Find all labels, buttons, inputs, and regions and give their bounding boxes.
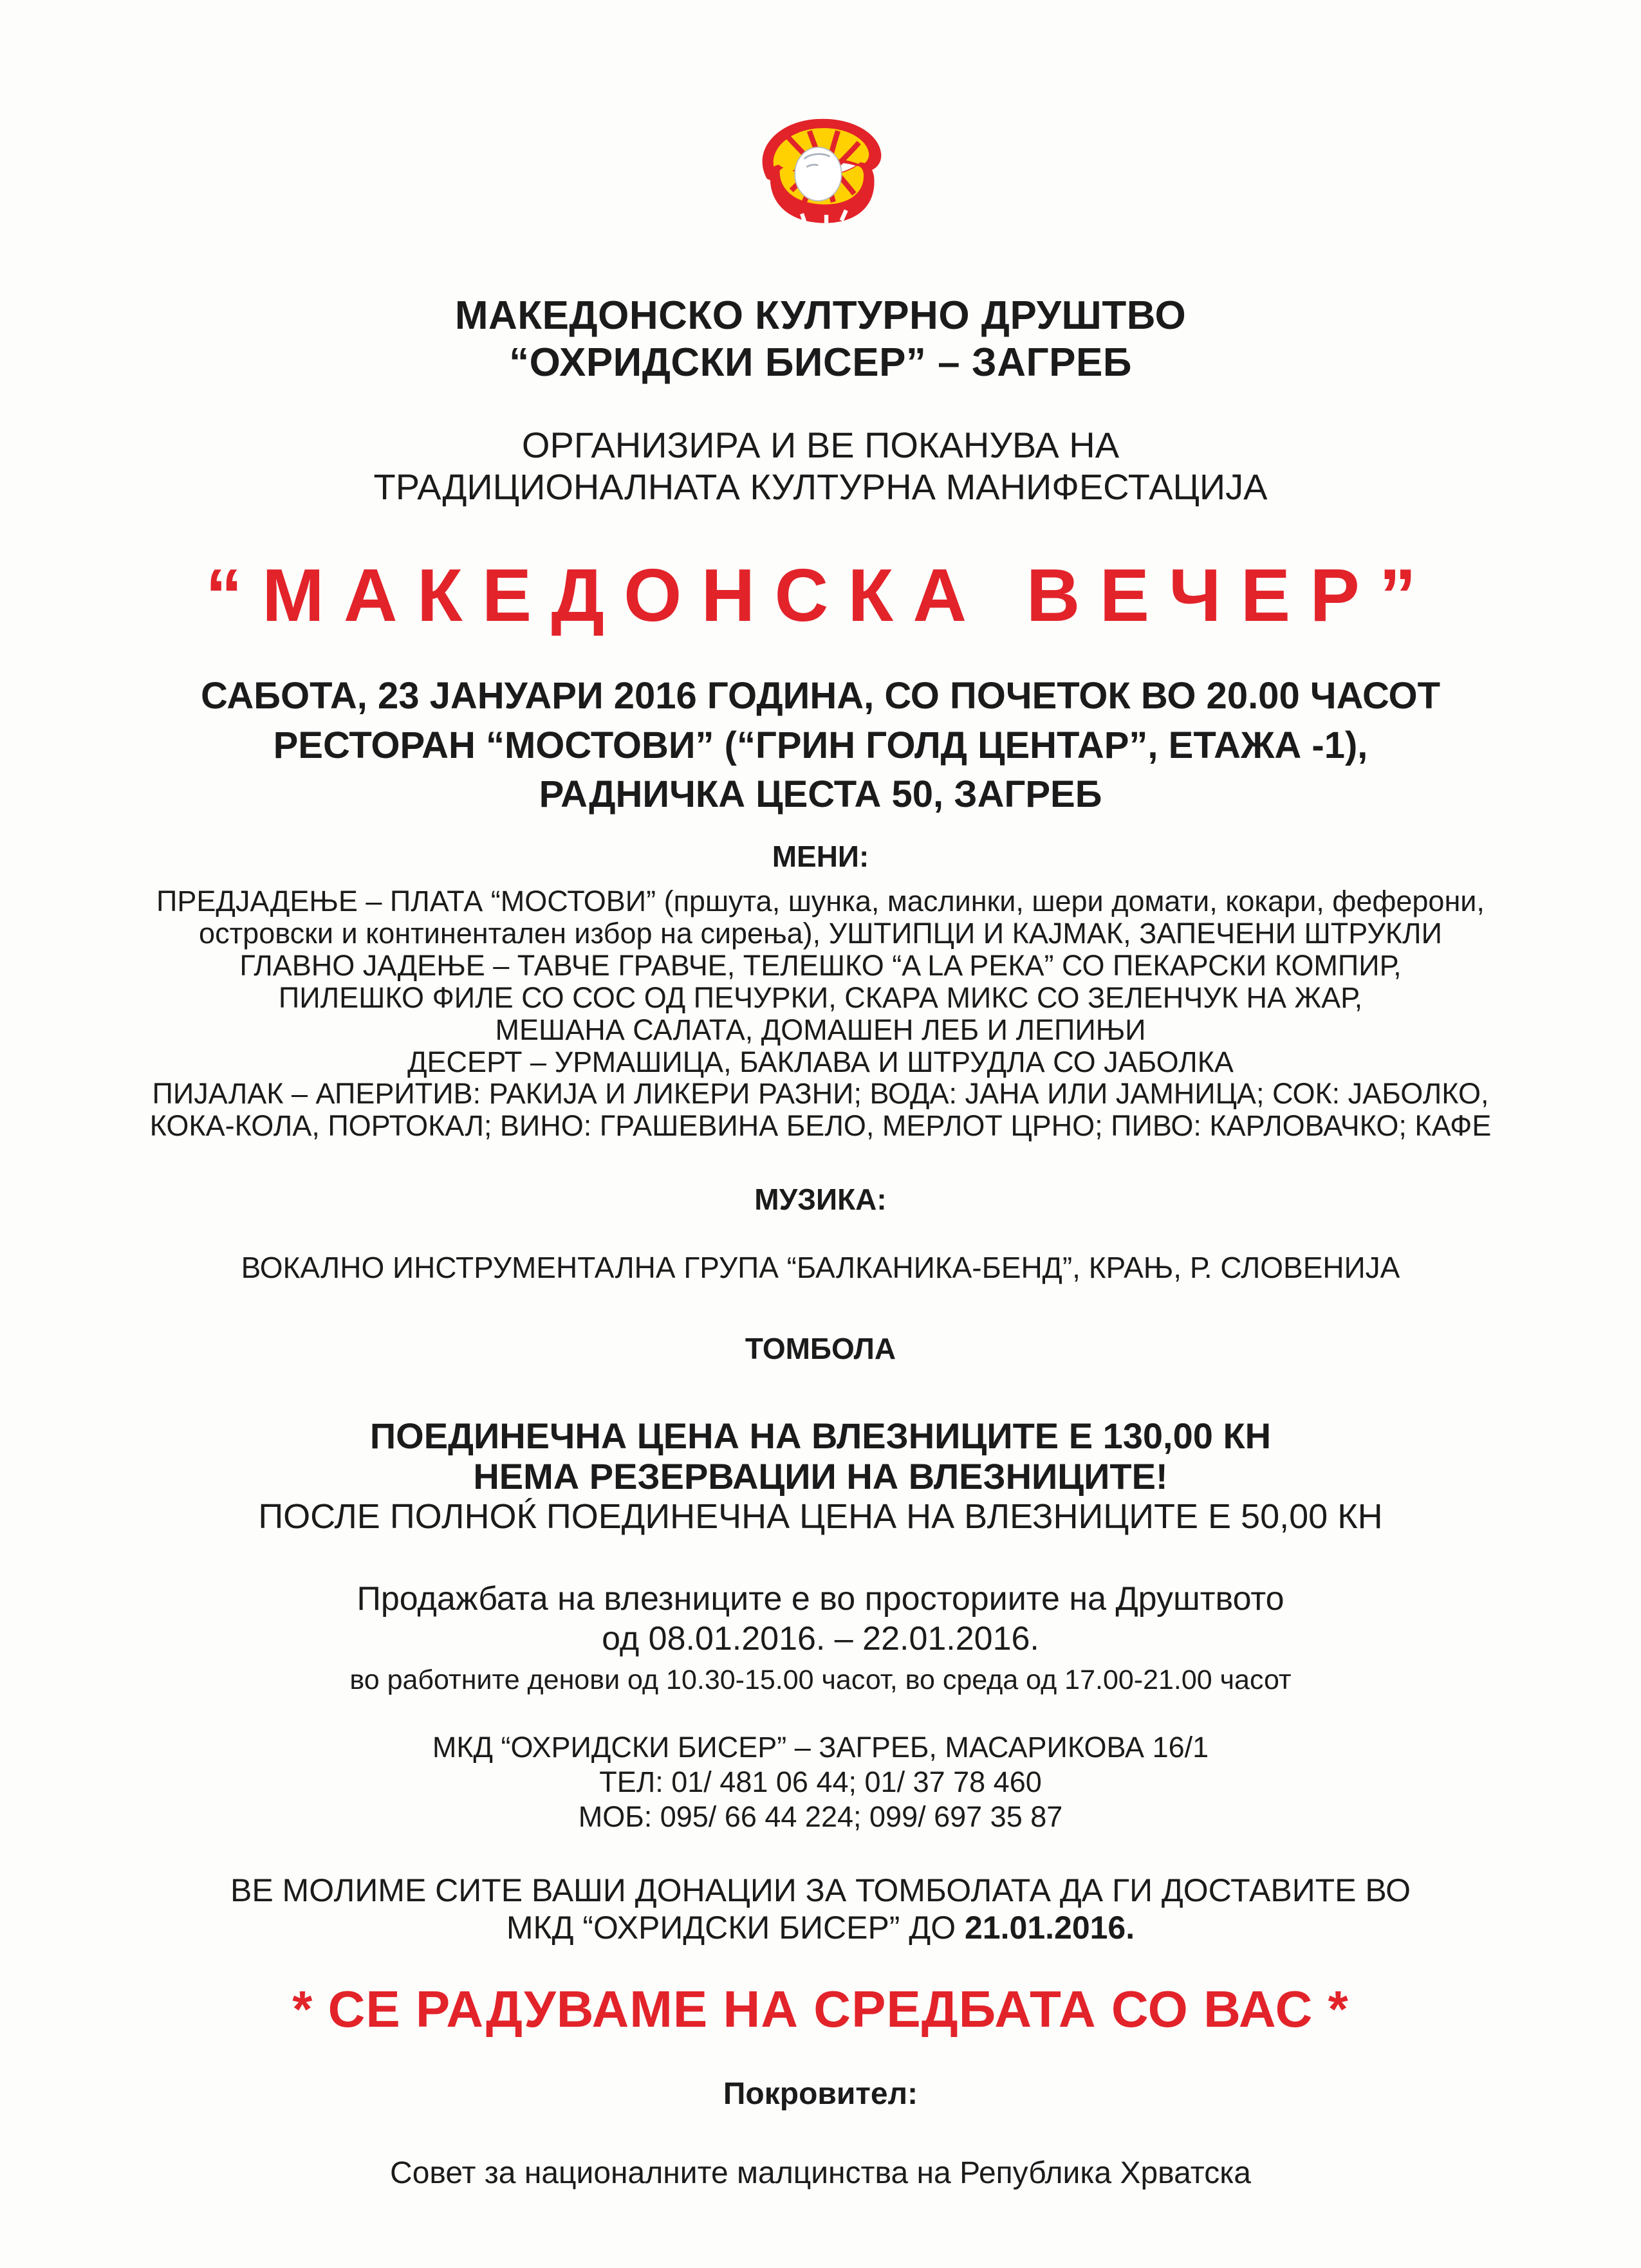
ticket-no-reservations-line: НЕМА РЕЗЕРВАЦИИ НА ВЛЕЗНИЦИТЕ! [473, 1456, 1168, 1497]
event-address-line: РАДНИЧКА ЦЕСТА 50, ЗАГРЕБ [539, 773, 1102, 816]
closing-line: * СЕ РАДУВАМЕ НА СРЕДБАТА СО ВАС * [292, 1980, 1349, 2038]
menu-list [48, 885, 1593, 1143]
contact-phone-line: ТЕЛ: 01/ 481 06 44; 01/ 37 78 460 [599, 1765, 1042, 1798]
logo-container [48, 116, 1593, 226]
menu-line-4: ПИЛЕШКО ФИЛЕ СО СОС ОД ПЕЧУРКИ, СКАРА МИКС СО ЗЕЛЕНЧУК НА ЖАР, [278, 981, 1363, 1014]
donations-line1: ВЕ МОЛИМЕ СИТЕ ВАШИ ДОНАЦИИ ЗА ТОМБОЛАТА ДА ГИ ДОСТАВИТЕ ВО [230, 1872, 1411, 1908]
menu-heading: МЕНИ: [772, 839, 869, 873]
donations-line2-text: МКД “ОХРИДСКИ БИСЕР” ДО [506, 1909, 965, 1946]
society-name-line1: МАКЕДОНСКО КУЛТУРНО ДРУШТВО [454, 293, 1187, 338]
menu-line-3: ГЛАВНО ЈАДЕЊЕ – ТАВЧЕ ГРАВЧЕ, ТЕЛЕШКО “A LA РЕКА” СО ПЕКАРСКИ КОМПИР, [239, 948, 1402, 982]
patron-name-line: Совет за националните малцинства на Република Хрватска [390, 2155, 1251, 2190]
ticket-price-line: ПОЕДИНЕЧНА ЦЕНА НА ВЛЕЗНИЦИТЕ Е 130,00 КН [369, 1415, 1272, 1457]
invitation-text [48, 425, 1593, 508]
donations-deadline-date: 21.01.2016. [965, 1909, 1135, 1946]
contact-info [48, 1730, 1593, 1834]
sales-dates-line: од 08.01.2016. – 22.01.2016. [602, 1619, 1039, 1657]
sales-hours-line: во работните денови од 10.30-15.00 часот, во среда од 17.00-21.00 часот [349, 1664, 1292, 1695]
society-name-line2: “ОХРИДСКИ БИСЕР” – ЗАГРЕБ [509, 340, 1132, 385]
menu-line-7: ПИЈАЛАК – АПЕРИТИВ: РАКИЈА И ЛИКЕРИ РАЗНИ; ВОДА: ЈАНА ИЛИ ЈАМНИЦА; СОК: ЈАБОЛКО, [152, 1077, 1489, 1111]
menu-line-6: ДЕСЕРТ – УРМАШИЦА, БАКЛАВА И ШТРУДЛА СО ЈАБОЛКА [407, 1045, 1234, 1078]
ticket-after-midnight-line: ПОСЛЕ ПОЛНОЌ ПОЕДИНЕЧНА ЦЕНА НА ВЛЕЗНИЦИТЕ Е 50,00 КН [258, 1497, 1383, 1536]
event-venue-line: РЕСТОРАН “МОСТОВИ” (“ГРИН ГОЛД ЦЕНТАР”, ЕТАЖА -1), [273, 724, 1368, 766]
ticket-info [48, 1416, 1593, 1536]
event-date-line: САБОТА, 23 ЈАНУАРИ 2016 ГОДИНА, СО ПОЧЕТОК ВО 20.00 ЧАСОТ [200, 675, 1440, 717]
sales-info [48, 1580, 1593, 1696]
patron-heading: Покровител: [723, 2076, 918, 2111]
music-band-line: ВОКАЛНО ИНСТРУМЕНТАЛНА ГРУПА “БАЛКАНИКА-БЕНД”, КРАЊ, Р. СЛОВЕНИЈА [241, 1251, 1400, 1285]
menu-line-8: КОКА-КОЛА, ПОРТОКАЛ; ВИНО: ГРАШЕВИНА БЕЛО, МЕРЛОТ ЦРНО; ПИВО: КАРЛОВАЧКО; КАФЕ [149, 1109, 1492, 1143]
donations-notice [48, 1872, 1593, 1946]
menu-line-1: ПРЕДЈАДЕЊЕ – ПЛАТА “МОСТОВИ” (пршута, шунка, маслинки, шери домати, кокари, феферони, [156, 884, 1485, 917]
tombola-heading: ТОМБОЛА [745, 1332, 896, 1366]
menu-line-5: МЕШАНА САЛАТА, ДОМАШЕН ЛЕБ И ЛЕПИЊИ [495, 1013, 1146, 1046]
contact-address-line: МКД “ОХРИДСКИ БИСЕР” – ЗАГРЕБ, МАСАРИКОВА 16/1 [432, 1730, 1209, 1764]
event-title: “МАКЕДОНСКА ВЕЧЕР” [205, 553, 1436, 638]
pearl [795, 147, 841, 201]
contact-mobile-line: МОБ: 095/ 66 44 224; 099/ 697 35 87 [578, 1800, 1063, 1833]
invitation-line2: ТРАДИЦИОНАЛНАТА КУЛТУРНА МАНИФЕСТАЦИЈА [373, 466, 1268, 508]
donations-line2 [48, 1909, 1593, 1946]
event-details [48, 672, 1593, 820]
sales-location-line: Продажбата на влезниците е во просториите на Друштвото [357, 1580, 1284, 1618]
music-heading: МУЗИКА: [754, 1183, 887, 1217]
society-name [48, 292, 1593, 386]
invitation-line1: ОРГАНИЗИРА И ВЕ ПОКАНУВА НА [521, 425, 1120, 466]
menu-line-2: островски и континентален избор на сирења), УШТИПЦИ И КАЈМАК, ЗАПЕЧЕНИ ШТРУКЛИ [199, 916, 1442, 950]
pearl-shell-logo-icon [752, 218, 889, 229]
